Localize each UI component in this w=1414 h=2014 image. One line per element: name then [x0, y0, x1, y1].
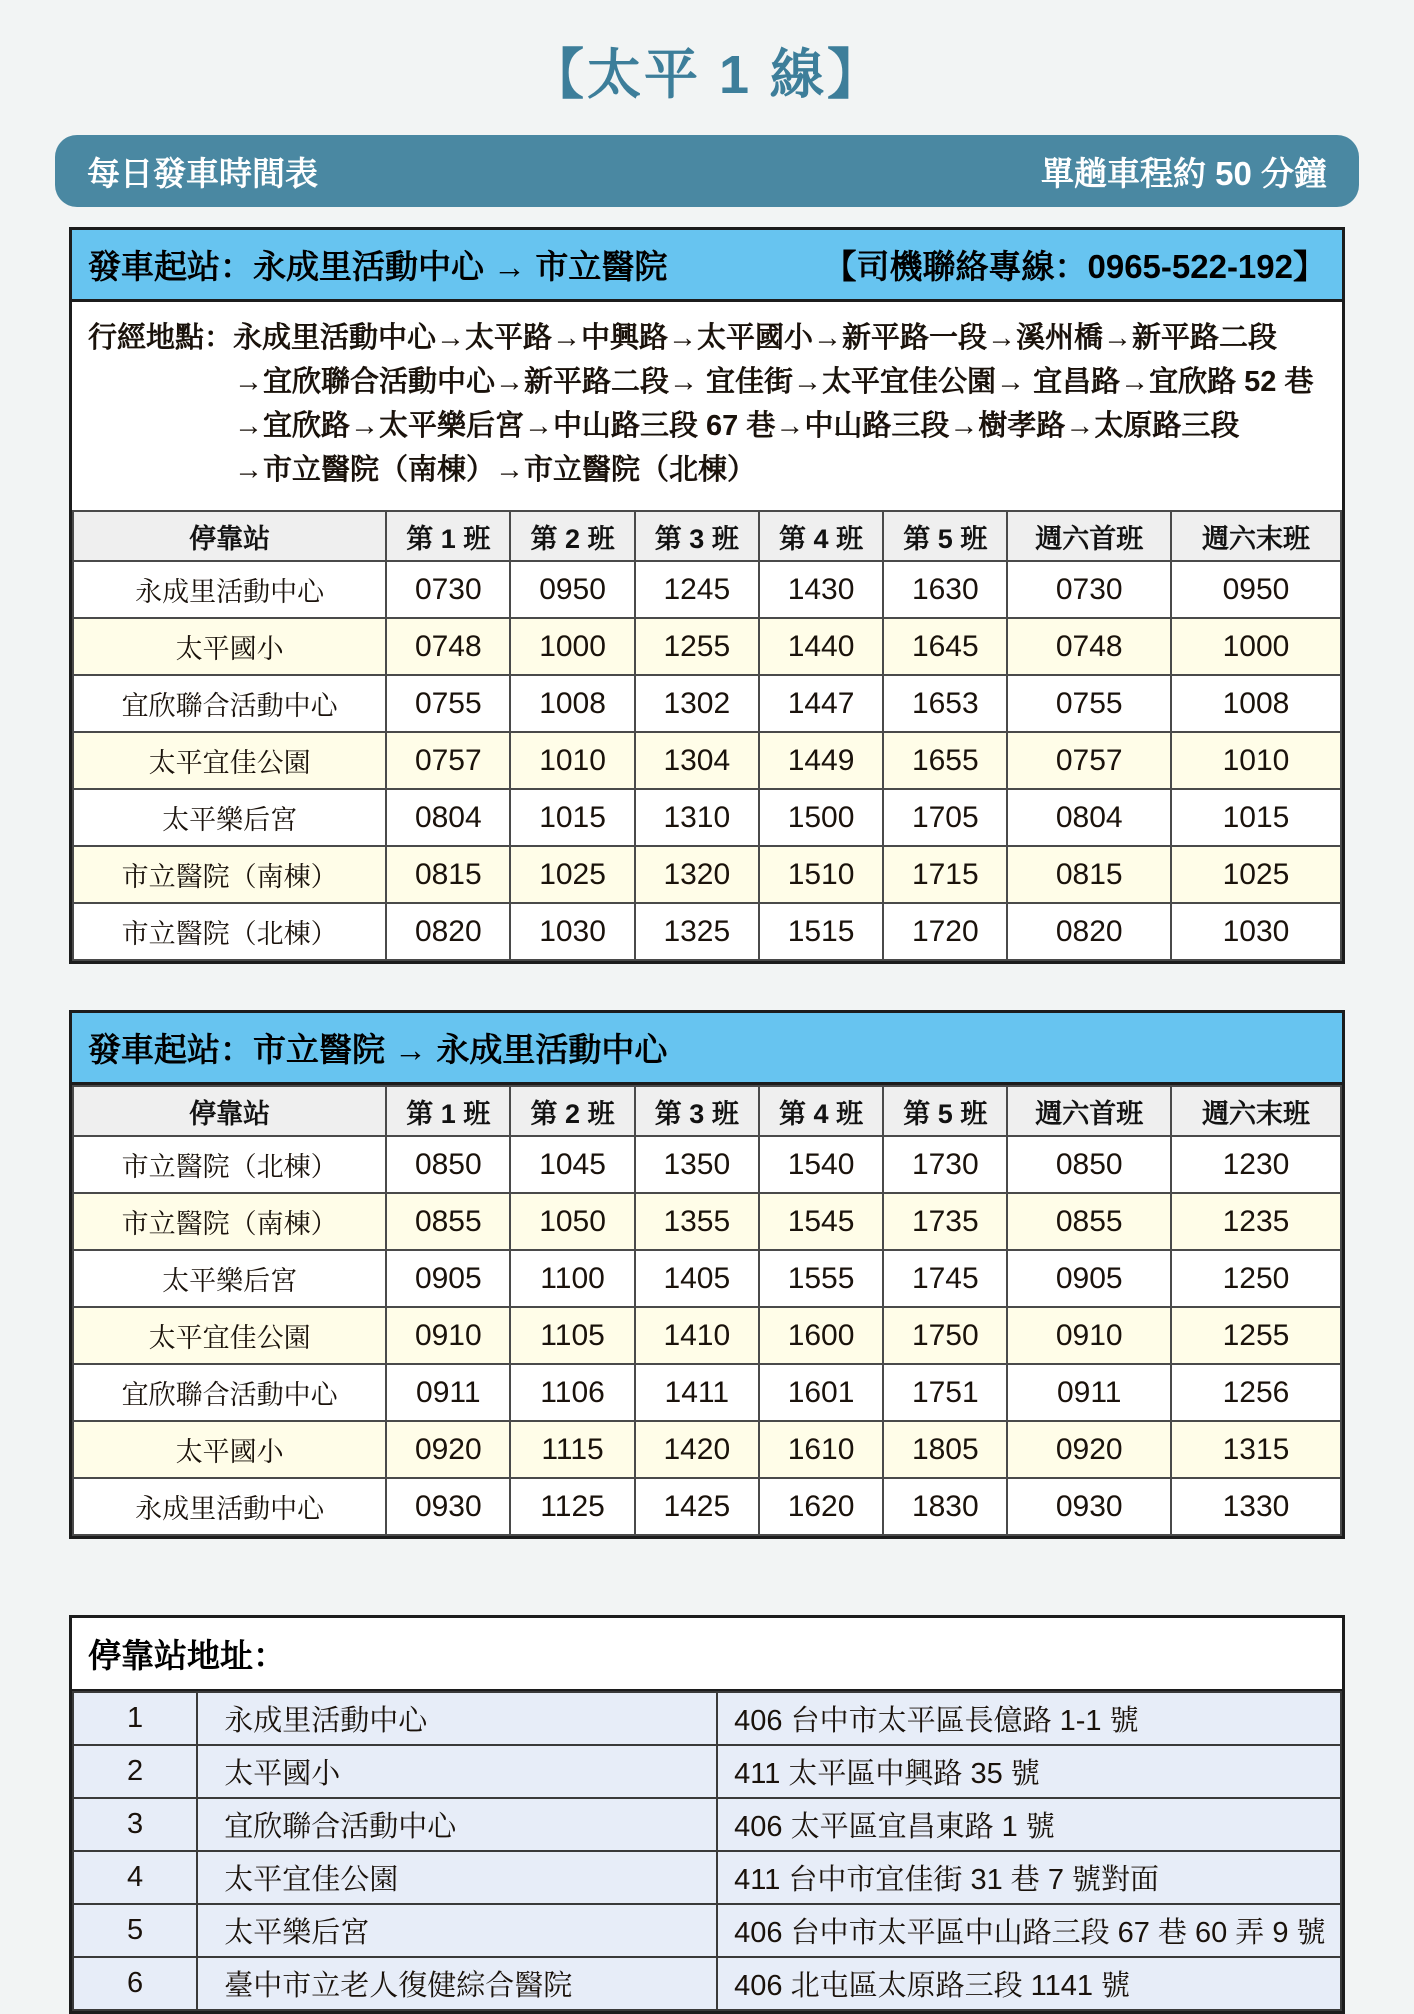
table-row	[73, 1364, 1341, 1421]
driver-hotline-label: 【司機聯絡專線：0965-522-192】	[823, 248, 1326, 285]
address-row	[73, 1957, 1341, 2010]
time-cell: 0930	[386, 1478, 510, 1535]
time-cell: 1655	[883, 732, 1007, 789]
daily-schedule-band	[55, 135, 1359, 207]
outbound-origin-label: 發車起站：永成里活動中心 → 市立醫院	[88, 248, 668, 285]
stop-name-cell: 太平樂后宮	[73, 789, 386, 846]
time-cell: 1045	[510, 1136, 634, 1193]
table-row	[73, 789, 1341, 846]
trip-column-header: 第 5 班	[883, 511, 1007, 561]
stop-name-cell: 太平國小	[73, 1421, 386, 1478]
time-cell: 1411	[635, 1364, 759, 1421]
time-cell: 1805	[883, 1421, 1007, 1478]
time-cell: 1030	[510, 903, 634, 960]
time-cell: 0748	[1007, 618, 1171, 675]
time-cell: 1008	[510, 675, 634, 732]
time-cell: 1830	[883, 1478, 1007, 1535]
time-cell: 0730	[386, 561, 510, 618]
time-cell: 0815	[386, 846, 510, 903]
time-cell: 0850	[386, 1136, 510, 1193]
time-cell: 1255	[635, 618, 759, 675]
route-line-4: →市立醫院（南棟）→市立醫院（北棟）	[234, 454, 757, 487]
stop-column-header: 停靠站	[73, 1086, 386, 1136]
time-cell: 1304	[635, 732, 759, 789]
time-cell: 1255	[1171, 1307, 1341, 1364]
trip-column-header: 第 1 班	[386, 1086, 510, 1136]
route-label: 行經地點：	[88, 322, 234, 354]
trip-column-header: 第 2 班	[510, 1086, 634, 1136]
time-cell: 1106	[510, 1364, 634, 1421]
time-cell: 1008	[1171, 675, 1341, 732]
time-cell: 0820	[386, 903, 510, 960]
page-title: 【太平 1 線】	[529, 45, 885, 105]
table-row	[73, 1193, 1341, 1250]
time-cell: 0804	[1007, 789, 1171, 846]
time-cell: 1430	[759, 561, 883, 618]
route-line-1: 永成里活動中心→太平路→中興路→太平國小→新平路一段→溪州橋→新平路二段	[233, 322, 1278, 354]
stop-number-cell: 6	[73, 1957, 197, 2010]
time-cell: 1000	[510, 618, 634, 675]
stop-name-cell: 市立醫院（北棟）	[73, 903, 386, 960]
time-cell: 1010	[510, 732, 634, 789]
trip-column-header: 第 1 班	[386, 511, 510, 561]
time-cell: 1500	[759, 789, 883, 846]
time-cell: 0815	[1007, 846, 1171, 903]
stop-number-cell: 3	[73, 1798, 197, 1851]
time-cell: 1015	[1171, 789, 1341, 846]
table-row	[73, 561, 1341, 618]
time-cell: 1115	[510, 1421, 634, 1478]
time-cell: 1000	[1171, 618, 1341, 675]
time-cell: 0911	[1007, 1364, 1171, 1421]
stop-name-cell: 宜欣聯合活動中心	[197, 1798, 717, 1851]
stop-address-cell: 406 台中市太平區中山路三段 67 巷 60 弄 9 號	[717, 1904, 1341, 1957]
time-cell: 1420	[635, 1421, 759, 1478]
stop-name-cell: 太平宜佳公園	[197, 1851, 717, 1904]
stop-name-cell: 宜欣聯合活動中心	[73, 675, 386, 732]
time-cell: 0920	[386, 1421, 510, 1478]
stop-name-cell: 太平樂后宮	[73, 1250, 386, 1307]
time-cell: 1720	[883, 903, 1007, 960]
trip-column-header: 第 4 班	[759, 1086, 883, 1136]
trip-column-header: 週六末班	[1171, 511, 1341, 561]
time-cell: 1405	[635, 1250, 759, 1307]
trip-column-header: 第 5 班	[883, 1086, 1007, 1136]
time-cell: 0855	[386, 1193, 510, 1250]
route-line-3: →宜欣路→太平樂后宮→中山路三段 67 巷→中山路三段→樹孝路→太原路三段	[234, 410, 1240, 443]
stop-column-header: 停靠站	[73, 511, 386, 561]
time-cell: 1447	[759, 675, 883, 732]
address-row	[73, 1904, 1341, 1957]
trip-column-header: 週六首班	[1007, 511, 1171, 561]
address-row	[73, 1692, 1341, 1745]
time-cell: 1705	[883, 789, 1007, 846]
time-cell: 0950	[510, 561, 634, 618]
stop-name-cell: 市立醫院（南棟）	[73, 846, 386, 903]
time-cell: 1350	[635, 1136, 759, 1193]
stop-address-cell: 411 太平區中興路 35 號	[717, 1745, 1341, 1798]
time-cell: 1310	[635, 789, 759, 846]
trip-column-header: 第 2 班	[510, 511, 634, 561]
stop-name-cell: 永成里活動中心	[73, 561, 386, 618]
time-cell: 1653	[883, 675, 1007, 732]
time-cell: 1515	[759, 903, 883, 960]
time-cell: 1630	[883, 561, 1007, 618]
time-cell: 0820	[1007, 903, 1171, 960]
route-line-2: →宜欣聯合活動中心→新平路二段→ 宜佳街→太平宜佳公園→ 宜昌路→宜欣路 52 巷	[234, 366, 1314, 399]
band-left-label: 每日發車時間表	[87, 154, 318, 192]
time-cell: 1601	[759, 1364, 883, 1421]
stop-address-cell: 406 太平區宜昌東路 1 號	[717, 1798, 1341, 1851]
trip-column-header: 第 4 班	[759, 511, 883, 561]
outbound-section-header	[72, 230, 1342, 302]
table-row	[73, 1136, 1341, 1193]
return-section-header	[72, 1013, 1342, 1085]
table-row	[73, 903, 1341, 960]
table-row	[73, 846, 1341, 903]
time-cell: 0855	[1007, 1193, 1171, 1250]
table-row	[73, 1250, 1341, 1307]
stop-number-cell: 5	[73, 1904, 197, 1957]
time-cell: 0755	[1007, 675, 1171, 732]
outbound-timetable	[72, 510, 1342, 961]
stop-address-cell: 406 台中市太平區長億路 1-1 號	[717, 1692, 1341, 1745]
return-section	[69, 1010, 1345, 1539]
trip-column-header: 第 3 班	[635, 1086, 759, 1136]
time-cell: 1320	[635, 846, 759, 903]
stop-name-cell: 太平樂后宮	[197, 1904, 717, 1957]
address-row	[73, 1851, 1341, 1904]
stop-name-cell: 永成里活動中心	[73, 1478, 386, 1535]
stop-name-cell: 市立醫院（北棟）	[73, 1136, 386, 1193]
time-cell: 1315	[1171, 1421, 1341, 1478]
stop-name-cell: 太平國小	[197, 1745, 717, 1798]
time-cell: 1510	[759, 846, 883, 903]
time-cell: 1730	[883, 1136, 1007, 1193]
time-cell: 1250	[1171, 1250, 1341, 1307]
address-row	[73, 1745, 1341, 1798]
trip-column-header: 週六末班	[1171, 1086, 1341, 1136]
time-cell: 1600	[759, 1307, 883, 1364]
time-cell: 1230	[1171, 1136, 1341, 1193]
time-cell: 1620	[759, 1478, 883, 1535]
stop-name-cell: 太平宜佳公園	[73, 732, 386, 789]
table-row	[73, 1421, 1341, 1478]
time-cell: 1425	[635, 1478, 759, 1535]
stop-name-cell: 太平國小	[73, 618, 386, 675]
time-cell: 1715	[883, 846, 1007, 903]
stop-number-cell: 2	[73, 1745, 197, 1798]
band-right-label: 單趟車程約 50 分鐘	[1040, 154, 1327, 192]
return-table-header-row	[73, 1086, 1341, 1136]
time-cell: 0850	[1007, 1136, 1171, 1193]
time-cell: 1449	[759, 732, 883, 789]
time-cell: 0910	[1007, 1307, 1171, 1364]
time-cell: 0804	[386, 789, 510, 846]
stop-number-cell: 1	[73, 1692, 197, 1745]
time-cell: 1735	[883, 1193, 1007, 1250]
time-cell: 1235	[1171, 1193, 1341, 1250]
time-cell: 1545	[759, 1193, 883, 1250]
stop-name-cell: 永成里活動中心	[197, 1692, 717, 1745]
time-cell: 1330	[1171, 1478, 1341, 1535]
return-origin-label: 發車起站：市立醫院 → 永成里活動中心	[88, 1031, 668, 1069]
time-cell: 1030	[1171, 903, 1341, 960]
time-cell: 1125	[510, 1478, 634, 1535]
time-cell: 0730	[1007, 561, 1171, 618]
addresses-section-header: 停靠站地址：	[72, 1618, 1342, 1691]
time-cell: 1750	[883, 1307, 1007, 1364]
addresses-section	[69, 1615, 1345, 2014]
time-cell: 1751	[883, 1364, 1007, 1421]
time-cell: 0757	[386, 732, 510, 789]
time-cell: 1105	[510, 1307, 634, 1364]
time-cell: 0755	[386, 675, 510, 732]
table-row	[73, 1478, 1341, 1535]
time-cell: 0920	[1007, 1421, 1171, 1478]
table-row	[73, 1307, 1341, 1364]
time-cell: 1302	[635, 675, 759, 732]
time-cell: 0748	[386, 618, 510, 675]
route-line	[88, 316, 1322, 360]
time-cell: 1355	[635, 1193, 759, 1250]
return-timetable	[72, 1085, 1342, 1536]
time-cell: 1025	[510, 846, 634, 903]
time-cell: 1050	[510, 1193, 634, 1250]
trip-column-header: 週六首班	[1007, 1086, 1171, 1136]
stop-address-cell: 411 台中市宜佳街 31 巷 7 號對面	[717, 1851, 1341, 1904]
time-cell: 0911	[386, 1364, 510, 1421]
trip-column-header: 第 3 班	[635, 511, 759, 561]
stop-name-cell: 臺中市立老人復健綜合醫院	[197, 1957, 717, 2010]
time-cell: 1325	[635, 903, 759, 960]
time-cell: 1410	[635, 1307, 759, 1364]
time-cell: 1610	[759, 1421, 883, 1478]
outbound-table-header-row	[73, 511, 1341, 561]
time-cell: 0757	[1007, 732, 1171, 789]
time-cell: 1100	[510, 1250, 634, 1307]
stop-number-cell: 4	[73, 1851, 197, 1904]
time-cell: 1025	[1171, 846, 1341, 903]
address-row	[73, 1798, 1341, 1851]
time-cell: 0905	[1007, 1250, 1171, 1307]
time-cell: 0950	[1171, 561, 1341, 618]
time-cell: 0905	[386, 1250, 510, 1307]
stop-name-cell: 市立醫院（南棟）	[73, 1193, 386, 1250]
time-cell: 0930	[1007, 1478, 1171, 1535]
time-cell: 1540	[759, 1136, 883, 1193]
table-row	[73, 732, 1341, 789]
outbound-section	[69, 227, 1345, 964]
stop-address-cell: 406 北屯區太原路三段 1141 號	[717, 1957, 1341, 2010]
time-cell: 1015	[510, 789, 634, 846]
table-row	[73, 675, 1341, 732]
time-cell: 1245	[635, 561, 759, 618]
stop-name-cell: 太平宜佳公園	[73, 1307, 386, 1364]
time-cell: 1645	[883, 618, 1007, 675]
time-cell: 1256	[1171, 1364, 1341, 1421]
time-cell: 1745	[883, 1250, 1007, 1307]
table-row	[73, 618, 1341, 675]
addresses-table	[72, 1691, 1342, 2011]
route-description	[72, 302, 1342, 510]
time-cell: 0910	[386, 1307, 510, 1364]
time-cell: 1555	[759, 1250, 883, 1307]
time-cell: 1010	[1171, 732, 1341, 789]
time-cell: 1440	[759, 618, 883, 675]
stop-name-cell: 宜欣聯合活動中心	[73, 1364, 386, 1421]
